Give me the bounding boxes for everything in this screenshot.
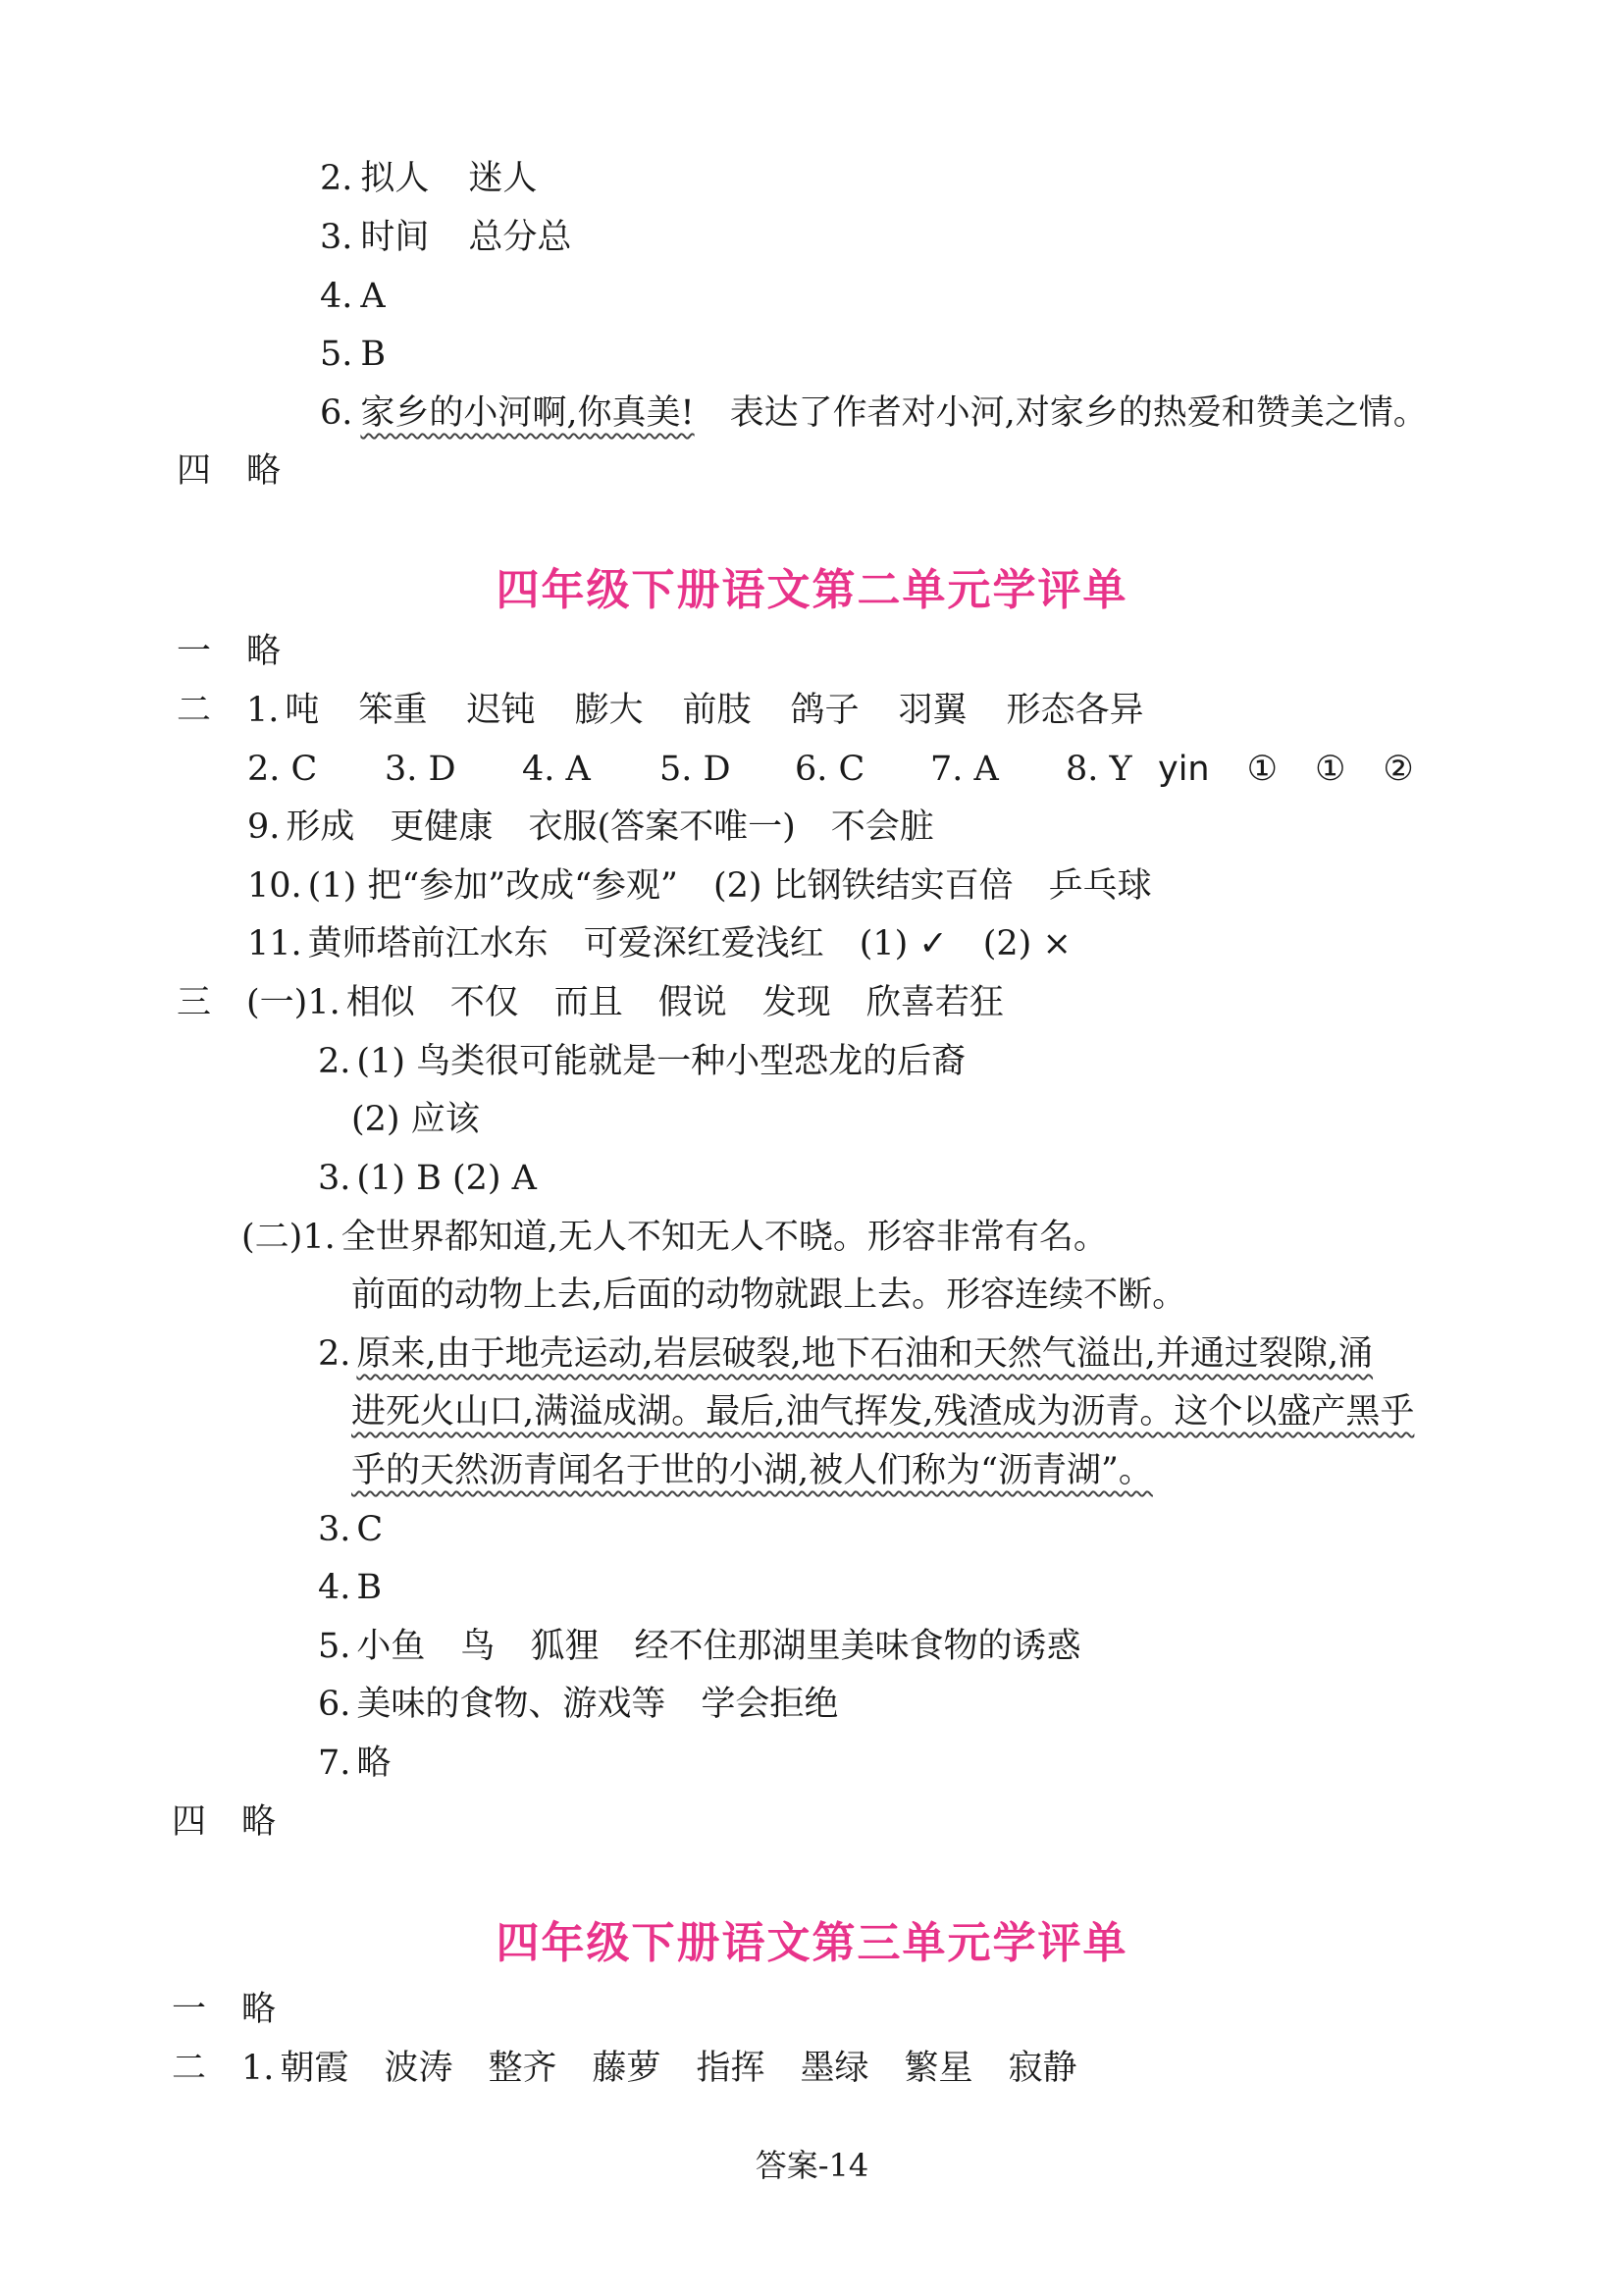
choice-answer [385,746,522,793]
answer-text: A [360,277,386,316]
answer-word: 假说 [657,983,727,1022]
answer-word: 衣服(答案不唯一) [528,807,796,847]
answer-text: (2) × [982,924,1072,963]
answer-text: (2) 比钢铁结实百倍 [712,866,1014,906]
answer-word: 形态各异 [1006,691,1144,730]
answer-line-u2-part2-q4 [318,1564,382,1611]
answer-text: D [428,750,456,789]
answer-text: A [973,750,999,789]
question-number: 2. [318,1334,351,1374]
answer-text: 略 [356,1744,392,1783]
section-number: 二 [177,691,212,730]
answer-line-u1-q5 [320,331,386,378]
answer-line-u2-sec1 [177,628,281,675]
answer-line-u2-q10 [247,862,1152,910]
answer-text: 可爱深红爱浅红 [583,924,824,963]
choice-answer [247,746,385,793]
answer-text: C [838,750,865,789]
answer-word: 经不住那湖里美味食物的诱惑 [634,1627,1081,1666]
section-number: 一 [177,632,212,671]
choice-answer [659,746,795,793]
unit3-title: 四年级下册语文第三单元学评单 [496,1918,1128,1968]
answer-word: 笨重 [358,691,428,730]
answer-word: 欣喜若狂 [865,983,1004,1022]
part-label: (二) [241,1218,303,1257]
question-number: 11. [247,924,302,963]
answer-word: 朝霞 [280,2049,349,2088]
question-number: 9. [247,807,281,847]
answer-word: 学会拒绝 [701,1685,839,1724]
question-number: 3. [385,750,418,789]
part-label: (一) [246,983,308,1022]
choice-answer [930,746,1066,793]
answer-word: 而且 [553,983,623,1022]
answer-word: 发现 [761,983,831,1022]
answer-line-u2-part2-q5 [318,1623,1080,1670]
answer-word: 狐狸 [530,1627,600,1666]
answer-word: 鸽子 [790,691,860,730]
answer-text: 拟人 [360,159,430,198]
question-number: 5. [318,1627,351,1666]
answer-text: D [703,750,731,789]
answer-line-u2-sec3-q3 [318,1155,537,1202]
answer-text: 略 [241,1990,277,2029]
underlined-sentence: 乎的天然沥青闻名于世的小湖,被人们称为“沥青湖”。 [351,1451,1153,1490]
answer-line-u1-q2 [320,155,537,202]
answer-text: (2) 应该 [351,1100,480,1139]
answer-word: 小鱼 [356,1627,426,1666]
question-number: 3. [318,1159,351,1198]
answer-text: 全世界都知道,无人不知无人不晓。形容非常有名。 [341,1218,1108,1257]
question-number: 4. [320,277,353,316]
answer-word: 形成 [286,807,355,847]
pinyin-answer: yin [1158,750,1210,789]
answer-word: 吨 [285,691,320,730]
answer-word: 整齐 [488,2049,557,2088]
answer-word: 寂静 [1008,2049,1077,2088]
question-number: 1. [307,983,341,1022]
answer-line-u2-part2-q2-2 [351,1388,1414,1435]
page-number: 答案-14 [755,2147,869,2184]
answer-word: 墨绿 [800,2049,869,2088]
choice-answer [522,746,659,793]
answer-line-u1-sec4 [177,447,281,495]
question-number: 1. [302,1218,336,1257]
answer-word: 不会脏 [830,807,934,847]
answer-text: 表达了作者对小河,对家乡的热爱和赞美之情。 [729,393,1428,433]
question-number: 4. [318,1568,351,1607]
choice-answer [795,746,930,793]
answer-line-u3-sec1 [172,1986,276,2033]
question-number: 3. [320,218,353,257]
answer-text: 总分总 [468,218,572,257]
answer-text: 略 [246,632,282,671]
question-number: 4. [522,750,555,789]
answer-word: 美味的食物、游戏等 [356,1685,666,1724]
section-number: 四 [172,1802,207,1842]
answer-line-u2-sec3-q2-2 [351,1096,480,1143]
circled-number: ① [1315,750,1346,789]
answer-text: Y [1109,750,1132,789]
answer-text: 迷人 [468,159,538,198]
answer-line-u2-part2-q3 [318,1506,383,1553]
answer-line-u2-q1 [177,687,1144,734]
answer-word: 不仅 [449,983,519,1022]
question-number: 5. [659,750,693,789]
answer-line-u2-part2-q2-3 [351,1447,1153,1494]
answer-text: B [360,335,387,374]
question-number: 7. [930,750,964,789]
answer-line-u1-q3 [320,214,571,261]
answer-word: 更健康 [390,807,494,847]
answer-text: (1) ✓ [859,924,948,963]
answer-line-u2-part2-q1-2 [351,1272,1186,1319]
answer-line-u3-q1 [172,2045,1077,2092]
answer-word: 迟钝 [466,691,536,730]
answer-text: (1) B (2) A [356,1159,537,1198]
underlined-sentence: 原来,由于地壳运动,岩层破裂,地下石油和天然气溢出,并通过裂隙,涌 [356,1334,1374,1374]
section-number: 三 [177,983,212,1022]
circled-number: ① [1246,750,1279,789]
underlined-sentence: 进死火山口,满溢成湖。最后,油气挥发,残渣成为沥青。这个以盛产黑乎 [351,1392,1415,1432]
question-number: 3. [318,1510,351,1549]
answer-text: (1) 鸟类很可能就是一种小型恐龙的后裔 [356,1042,967,1081]
answer-text: 前面的动物上去,后面的动物就跟上去。形容连续不断。 [351,1276,1187,1315]
answer-text: 略 [246,451,282,491]
question-number: 6. [318,1685,351,1724]
answer-text: (1) 把“参加”改成“参观” [307,866,678,906]
question-number: 5. [320,335,353,374]
section-number: 四 [177,451,212,491]
answer-text: 乒乓球 [1048,866,1152,906]
question-number: 8. [1066,750,1099,789]
answer-word: 波涛 [384,2049,453,2088]
answer-line-u2-sec3-q1 [177,979,1004,1026]
answer-word: 鸟 [460,1627,496,1666]
answer-line-u2-sec4 [172,1798,276,1846]
answer-word: 相似 [345,983,415,1022]
answer-text: 时间 [360,218,430,257]
choice-answer [1066,746,1164,793]
question-number: 1. [241,2049,275,2088]
answer-line-u2-sec3-q2-1 [318,1038,966,1085]
unit2-title: 四年级下册语文第二单元学评单 [496,565,1128,615]
answer-word: 藤萝 [592,2049,661,2088]
question-number: 6. [795,750,828,789]
answer-text: 黄师塔前江水东 [307,924,549,963]
section-number: 一 [172,1990,207,2029]
section-number: 二 [172,2049,207,2088]
answer-text: A [565,750,591,789]
question-number: 10. [247,866,302,906]
question-number: 2. [247,750,281,789]
question-number: 2. [318,1042,351,1081]
answer-word: 繁星 [904,2049,973,2088]
answer-line-u2-q2-8 [247,746,1414,793]
answer-word: 羽翼 [898,691,968,730]
underlined-sentence: 家乡的小河啊,你真美! [360,393,695,433]
question-number: 6. [320,393,353,433]
answer-text: C [290,750,318,789]
question-number: 7. [318,1744,351,1783]
answer-line-u2-part2-q6 [318,1681,838,1728]
answer-word: 膨大 [574,691,644,730]
answer-line-u2-q11 [247,920,1072,967]
question-number: 2. [320,159,353,198]
answer-line-u2-part2-q7 [318,1740,391,1787]
circled-number: ② [1383,750,1414,789]
answer-text: C [356,1510,384,1549]
answer-line-u1-q6 [320,390,1428,437]
question-number: 1. [246,691,280,730]
answer-word: 指挥 [696,2049,765,2088]
answer-line-u2-q9 [247,804,934,851]
answer-line-u1-q4 [320,273,386,320]
answer-word: 前肢 [682,691,752,730]
answer-line-u2-part2-q2-1 [318,1330,1373,1378]
answer-text: B [356,1568,383,1607]
answer-text: 略 [241,1802,277,1842]
answer-line-u2-part2-q1-1 [241,1214,1108,1261]
